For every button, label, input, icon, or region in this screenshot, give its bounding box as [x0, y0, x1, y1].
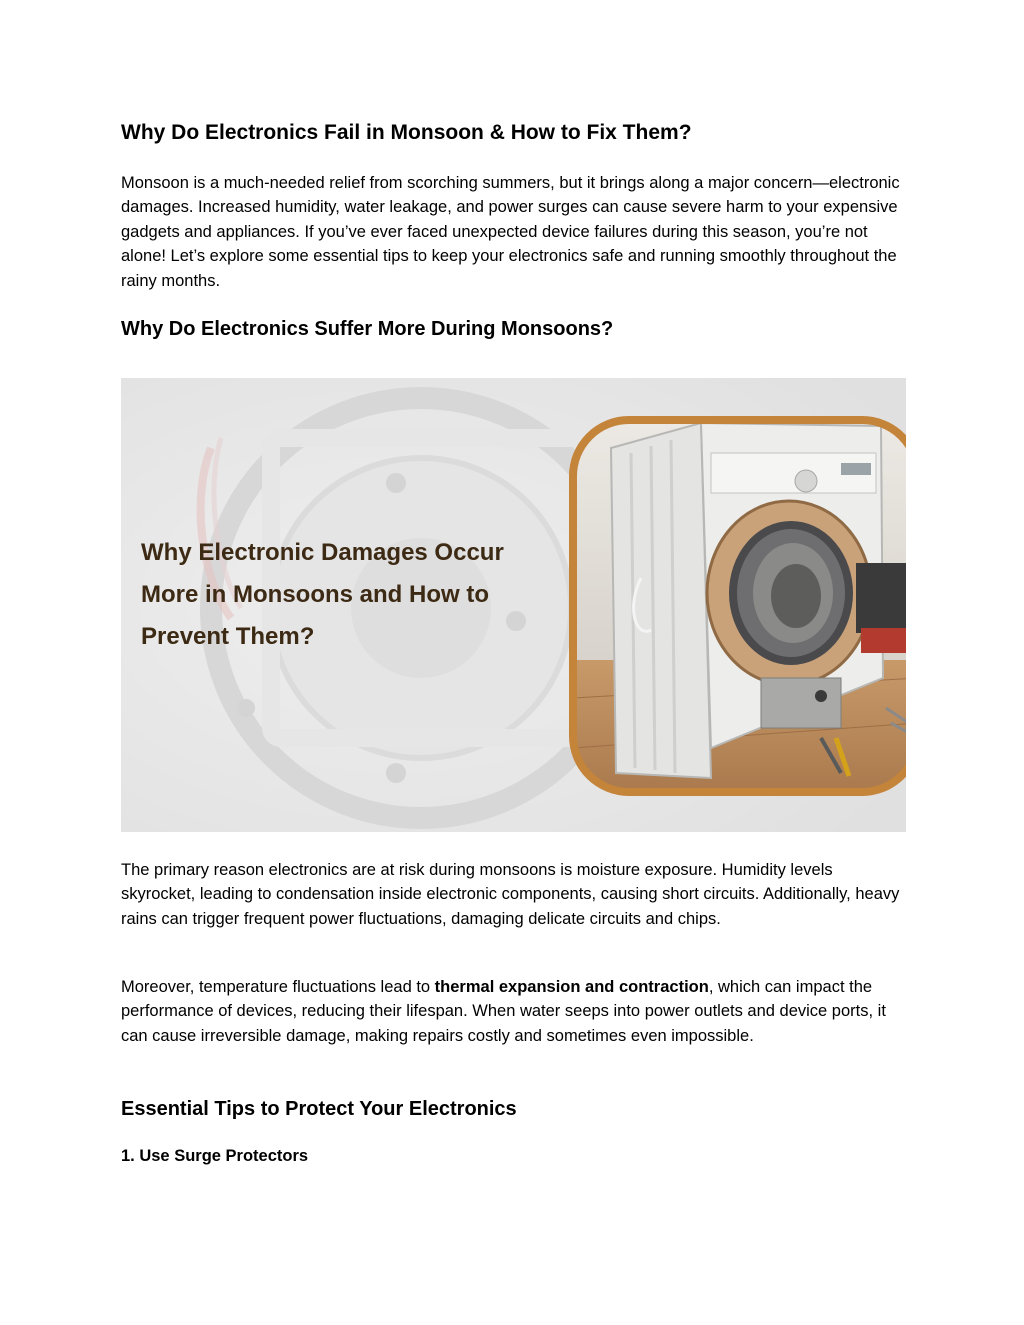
section-heading-tips: Essential Tips to Protect Your Electronics [121, 1098, 517, 1120]
paragraph-moreover [121, 975, 911, 1048]
para3-bold-term: thermal expansion and contraction [434, 978, 709, 996]
figure-caption-line-2: More in Monsoons and How to [141, 581, 489, 608]
figure-caption-line-3: Prevent Them? [141, 623, 315, 650]
figure-caption-line-1: Why Electronic Damages Occur [141, 539, 504, 566]
para3-before: Moreover, temperature fluctuations lead to [121, 978, 435, 996]
tip-heading-surge-protectors: 1. Use Surge Protectors [121, 1147, 309, 1165]
article-title: Why Do Electronics Fail in Monsoon & How to Fix Them? [121, 121, 692, 144]
section-heading-why: Why Do Electronics Suffer More During Monsoons? [121, 318, 614, 340]
intro-paragraph: Monsoon is a much-needed relief from scorching summers, but it brings along a major concern—electronic damages. Increased humidity, water leakage, and power surges can cause severe harm to your expensive gadgets and appliances. If you’ve ever faced unexpected device failures during this season, you’re not alone! Let’s explore some essential tips to keep your electronics safe and running smoothly throughout the rainy months. [121, 174, 900, 290]
article-figure [121, 378, 906, 832]
washing-machine-illustration [121, 378, 906, 832]
paragraph-primary-reason: The primary reason electronics are at risk during monsoons is moisture exposure. Humidity levels skyrocket, leading to condensation inside electronic components, causing short circuits. Additionally, heavy rains can trigger frequent power fluctuations, damaging delicate circuits and chips. [121, 861, 900, 928]
para3-after: , which can impact the performance of devices, reducing their lifespan. When water seeps into power outlets and device ports, it can cause irreversible damage, making repairs costly and sometimes even impossible. [121, 978, 886, 1045]
